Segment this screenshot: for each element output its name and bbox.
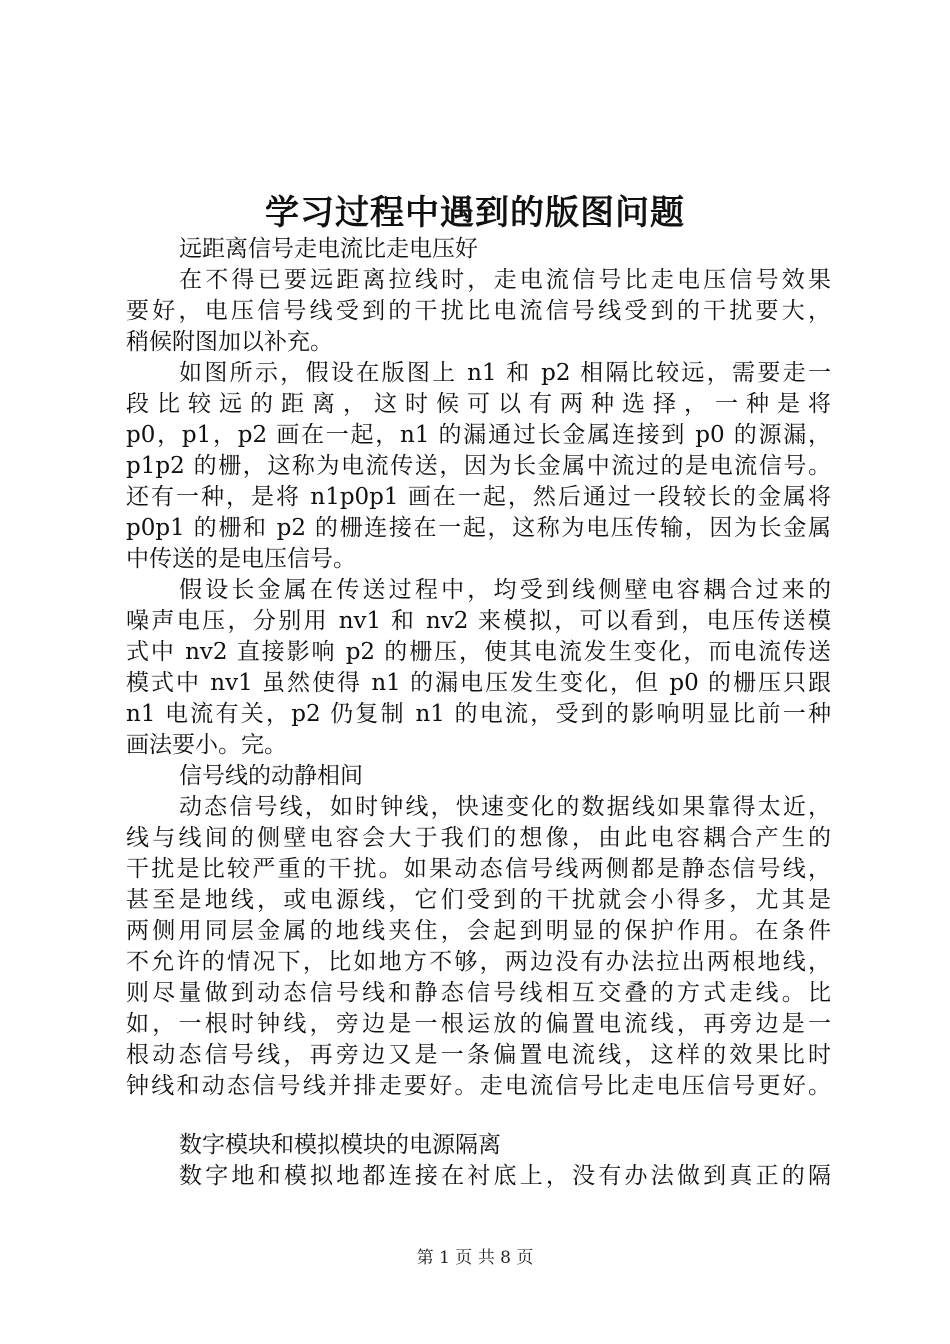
paragraph-line: 线与线间的侧壁电容会大于我们的想像，由此电容耦合产生的 <box>126 825 831 851</box>
paragraph-line: 如，一根时钟线，旁边是一根运放的偏置电流线，再旁边是一 <box>126 1011 831 1037</box>
paragraph-line: 在不得已要远距离拉线时，走电流信号比走电压信号效果 <box>179 267 831 293</box>
paragraph-line: 则尽量做到动态信号线和静态信号线相互交叠的方式走线。比 <box>126 980 831 1006</box>
paragraph-line: 噪声电压，分别用 nv1 和 nv2 来模拟，可以看到，电压传送模 <box>126 608 831 634</box>
paragraph-line: p0p1 的栅和 p2 的栅连接在一起，这称为电压传输，因为长金属 <box>126 515 831 541</box>
paragraph-line: 还有一种，是将 n1p0p1 画在一起，然后通过一段较长的金属将 <box>126 484 831 510</box>
paragraph-line: 如图所示，假设在版图上 n1 和 p2 相隔比较远，需要走一 <box>179 360 831 386</box>
document-title: 学习过程中遇到的版图问题 <box>265 193 685 233</box>
paragraph-line: 干扰是比较严重的干扰。如果动态信号线两侧都是静态信号线， <box>126 856 831 882</box>
paragraph-line: p1p2 的栅，这称为电流传送，因为长金属中流过的是电流信号。 <box>126 453 831 479</box>
section-heading-power-isolation: 数字模块和模拟模块的电源隔离 <box>179 1132 501 1158</box>
paragraph-line: p0，p1，p2 画在一起，n1 的漏通过长金属连接到 p0 的源漏， <box>126 422 831 448</box>
paragraph-line: 式中 nv2 直接影响 p2 的栅压，使其电流发生变化，而电流传送 <box>126 639 831 665</box>
paragraph-line: 甚至是地线，或电源线，它们受到的干扰就会小得多，尤其是 <box>126 887 831 913</box>
paragraph-line: 稍候附图加以补充。 <box>126 329 333 355</box>
paragraph-line: 数字地和模拟地都连接在衬底上，没有办法做到真正的隔 <box>179 1163 831 1189</box>
page-footer: 第 1 页 共 8 页 <box>416 1248 534 1268</box>
paragraph-line: 动态信号线，如时钟线，快速变化的数据线如果靠得太近， <box>179 794 831 820</box>
paragraph-line: 两侧用同层金属的地线夹住，会起到明显的保护作用。在条件 <box>126 918 831 944</box>
paragraph-line: 钟线和动态信号线并排走要好。走电流信号比走电压信号更好。 <box>126 1073 831 1099</box>
paragraph-line: 模式中 nv1 虽然使得 n1 的漏电压发生变化，但 p0 的栅压只跟 <box>126 670 831 696</box>
paragraph-line: 要好，电压信号线受到的干扰比电流信号线受到的干扰要大， <box>126 298 831 324</box>
paragraph-line: 假设长金属在传送过程中，均受到线侧壁电容耦合过来的 <box>179 577 831 603</box>
paragraph-line: 段比较远的距离，这时候可以有两种选择，一种是将 <box>126 391 831 417</box>
paragraph-spacer <box>126 1102 831 1130</box>
paragraph-line: 画法要小。完。 <box>126 732 287 758</box>
section-heading-current-vs-voltage: 远距离信号走电流比走电压好 <box>179 236 478 262</box>
paragraph-line: n1 电流有关，p2 仍复制 n1 的电流，受到的影响明显比前一种 <box>126 701 831 727</box>
paragraph-line: 根动态信号线，再旁边又是一条偏置电流线，这样的效果比时 <box>126 1042 831 1068</box>
document-body <box>126 234 831 1192</box>
paragraph-line: 中传送的是电压信号。 <box>126 546 356 572</box>
section-heading-dynamic-static: 信号线的动静相间 <box>179 763 363 789</box>
paragraph-line: 不允许的情况下，比如地方不够，两边没有办法拉出两根地线， <box>126 949 831 975</box>
